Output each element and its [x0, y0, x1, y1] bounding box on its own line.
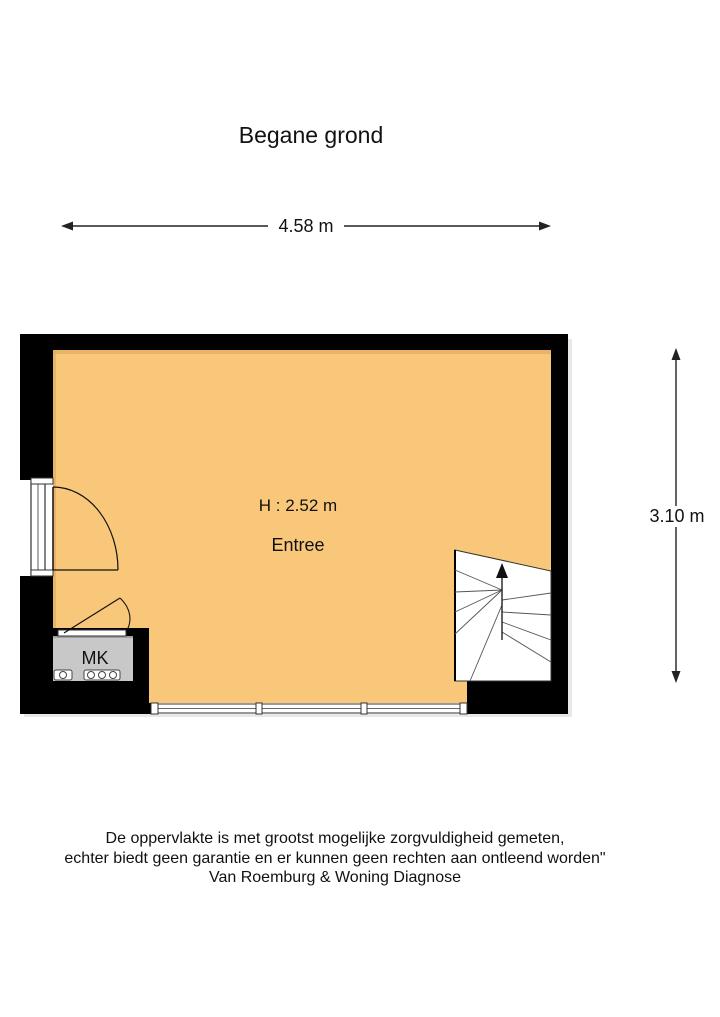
disclaimer-line-3: Van Roemburg & Woning Diagnose	[209, 869, 461, 886]
meter-icons	[54, 670, 120, 680]
width-dimension-label: 4.58 m	[268, 216, 344, 237]
room-name-label: Entree	[271, 535, 325, 555]
height-dimension-label: 3.10 m	[641, 506, 713, 527]
disclaimer	[0, 829, 670, 888]
disclaimer-line-2: echter biedt geen garantie en er kunnen geen rechten aan ontleend worden"	[64, 849, 606, 867]
floor-title: Begane grond	[238, 122, 384, 148]
disclaimer-line-1: De oppervlakte is met grootst mogelijke zorgvuldigheid gemeten,	[105, 830, 565, 847]
staircase	[455, 550, 551, 681]
bottom-window	[151, 703, 467, 714]
meter-cupboard-label: MK	[81, 648, 109, 668]
ceiling-height-label: H : 2.52 m	[258, 496, 338, 515]
